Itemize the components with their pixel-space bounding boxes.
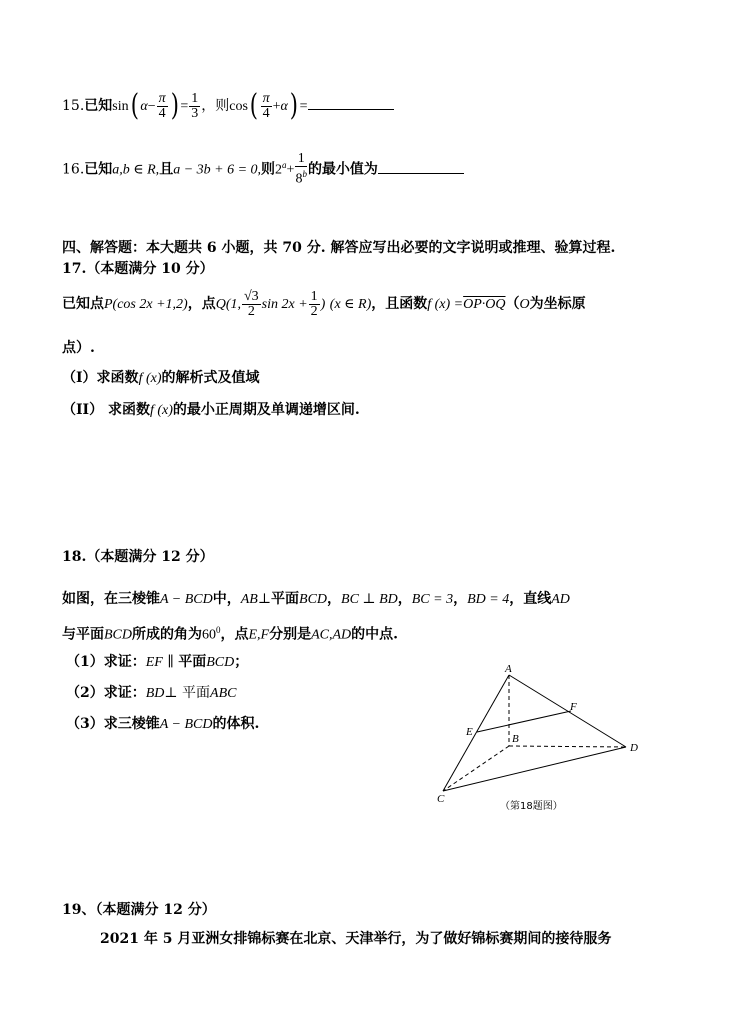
q18-text: 所成的角为 [132, 626, 202, 643]
sub-3-label: （3）求三棱锥 [66, 716, 160, 732]
point-p: P(cos 2x +1,2) [104, 297, 188, 312]
pyramid-name: A − BCD [160, 592, 213, 607]
q16-and: 且 [159, 161, 174, 178]
q18-sub-3 [66, 714, 259, 735]
label-e: E [466, 726, 473, 738]
line-ad: AD [551, 592, 570, 607]
origin-o: O [519, 297, 530, 312]
points-ef: E,F [248, 627, 270, 643]
edge-bd [509, 746, 626, 747]
vector-product: OP·OQ [463, 297, 506, 312]
comma: ， [397, 591, 412, 607]
segment-bd: BD [145, 686, 165, 701]
exp-a: a [282, 160, 287, 170]
q18-text: 平面 [271, 591, 300, 607]
q18-text: ，点 [220, 626, 249, 643]
q17-line-2: 点）. [62, 340, 95, 356]
frac-den: 3 [191, 105, 199, 121]
left-paren: ( [130, 88, 139, 123]
answer-blank[interactable] [378, 159, 464, 174]
q16-number: 16. [62, 161, 85, 178]
frac-num: 1 [295, 152, 307, 167]
part-i-label: （I）求函数 [62, 370, 139, 386]
label-f: F [570, 701, 577, 713]
q18-header: 18.（本题满分 12 分） [62, 549, 214, 565]
frac-den [295, 167, 307, 187]
function-f: f (x) [138, 371, 162, 386]
domain: (x ∈ R) [329, 297, 372, 312]
point-q: Q(1, [215, 297, 241, 312]
label-d: D [630, 742, 638, 754]
q17-line-1 [62, 286, 586, 322]
bc-length: BC = 3 [411, 592, 454, 607]
section-4-heading: 四、解答题：本大题共 6 小题，共 70 分. 解答应写出必要的文字说明或推理、验算过程. [62, 240, 616, 256]
q18-text: 的体积. [212, 716, 260, 732]
pi-over-4 [261, 92, 272, 121]
question-15 [62, 88, 394, 123]
perp-symbol: ⊥ [257, 592, 272, 607]
alpha: α [140, 99, 148, 114]
equals: = [299, 99, 308, 114]
q15-number: 15. [62, 98, 85, 114]
plus: + [286, 162, 295, 178]
segments-ac-ad: AC,AD [311, 627, 352, 643]
sqrt3-over-2 [242, 290, 261, 319]
right-paren: ) [170, 88, 179, 123]
exp-b: b [302, 169, 307, 180]
sub-2-label: （2）求证： [66, 685, 146, 701]
answer-blank[interactable] [308, 95, 394, 110]
q18-text: ； [234, 654, 249, 670]
plane-bcd: BCD [206, 655, 235, 670]
edge-bc [443, 746, 509, 791]
alpha: α [280, 99, 288, 114]
plane-bcd: BCD [299, 592, 328, 607]
pyramid-name: A − BCD [159, 717, 213, 732]
q17-text: ，且函数 [371, 296, 428, 312]
q16-condition: a,b ∈ R, [112, 162, 160, 178]
label-c: C [437, 793, 445, 805]
edge-ef [477, 711, 571, 732]
q15-lead: 已知 [84, 98, 113, 114]
plane-abc: ABC [210, 686, 237, 701]
frac-num: π [158, 90, 166, 106]
q17-text: （ [505, 296, 520, 312]
q16-expression: a − 3b + 6 = 0, [173, 162, 262, 178]
q17-part-ii [62, 400, 360, 421]
parallel-symbol: ∥ [167, 655, 174, 670]
q18-text: 中， [212, 591, 241, 607]
q19-line-1: 2021 年 5 月亚洲女排锦标赛在北京、天津举行，为了做好锦标赛期间的接待服务 [100, 931, 612, 947]
segment-ab: AB [240, 592, 258, 607]
q17-text: 为坐标原 [529, 296, 586, 312]
q18-text: 平面 [178, 654, 207, 670]
frac-den: 2 [310, 303, 318, 319]
right-paren: ) [289, 88, 298, 123]
edge-cd [443, 747, 626, 791]
q18-text: 如图，在三棱锥 [62, 591, 160, 607]
frac-den: 4 [158, 105, 166, 121]
cos-func: cos [229, 99, 248, 114]
function-f: f (x) [149, 403, 173, 418]
sin-func: sin [112, 99, 129, 114]
q16-tail: 的最小值为 [307, 161, 378, 178]
q18-line-2 [62, 620, 398, 646]
q17-header: 17.（本题满分 10 分） [62, 261, 214, 277]
plane-bcd: BCD [104, 627, 132, 643]
q18-text: 与平面 [62, 626, 104, 643]
bd-length: BD = 4 [467, 592, 510, 607]
base-8: 8 [295, 171, 303, 187]
question-16 [62, 148, 464, 187]
frac-num: 1 [191, 90, 199, 106]
q18-text: 分别是 [269, 626, 312, 643]
part-ii-label: （II） 求函数 [62, 402, 150, 418]
frac-num: π [262, 90, 270, 106]
equals: = [180, 99, 189, 114]
q16-lead: 已知 [84, 161, 113, 178]
q18-text: 的中点. [351, 626, 399, 643]
angle-value: 60 [202, 627, 216, 643]
left-paren: ( [249, 88, 258, 123]
function-f: f (x) = [427, 297, 464, 312]
q18-text: ⊥ 平面 [164, 685, 211, 701]
then-text: ，则 [201, 98, 230, 114]
pi-over-4 [157, 92, 168, 121]
frac-num: √3 [243, 288, 259, 304]
point-q: sin 2x + [261, 297, 308, 312]
point-q: ) [320, 297, 326, 312]
minus: − [147, 99, 156, 114]
frac-num: 1 [310, 288, 318, 304]
frac-den: 2 [247, 303, 255, 319]
comma: ， [453, 591, 468, 607]
q18-sub-1 [66, 652, 248, 673]
q17-text: ，点 [187, 296, 216, 312]
label-a: A [505, 663, 512, 675]
q17-part-i [62, 368, 260, 389]
q18-text: ，直线 [509, 591, 552, 607]
part-i-text: 的解析式及值域 [161, 370, 260, 386]
q18-line-1 [62, 589, 570, 610]
q16-then: 则 [261, 161, 276, 178]
base-2: 2 [275, 162, 283, 178]
bc-perp-bd: BC ⊥ BD [341, 592, 398, 607]
q17-text: 已知点 [62, 296, 104, 312]
edge-ac [443, 675, 509, 791]
one-third [189, 92, 200, 121]
comma: ， [327, 591, 342, 607]
label-b: B [512, 733, 519, 745]
segment-ef: EF [145, 655, 163, 670]
q18-sub-2 [66, 683, 237, 704]
frac-den: 4 [262, 105, 270, 121]
plus: + [272, 99, 281, 114]
q19-header: 19、（本题满分 12 分） [62, 902, 216, 918]
sub-1-label: （1）求证： [66, 654, 146, 670]
part-ii-text: 的最小正周期及单调递增区间. [172, 402, 360, 418]
edge-ad [509, 675, 626, 747]
degree-mark: 0 [216, 625, 221, 635]
one-over-8b [295, 152, 307, 187]
one-half [309, 290, 320, 319]
figure-caption: （第18题图） [500, 801, 563, 812]
